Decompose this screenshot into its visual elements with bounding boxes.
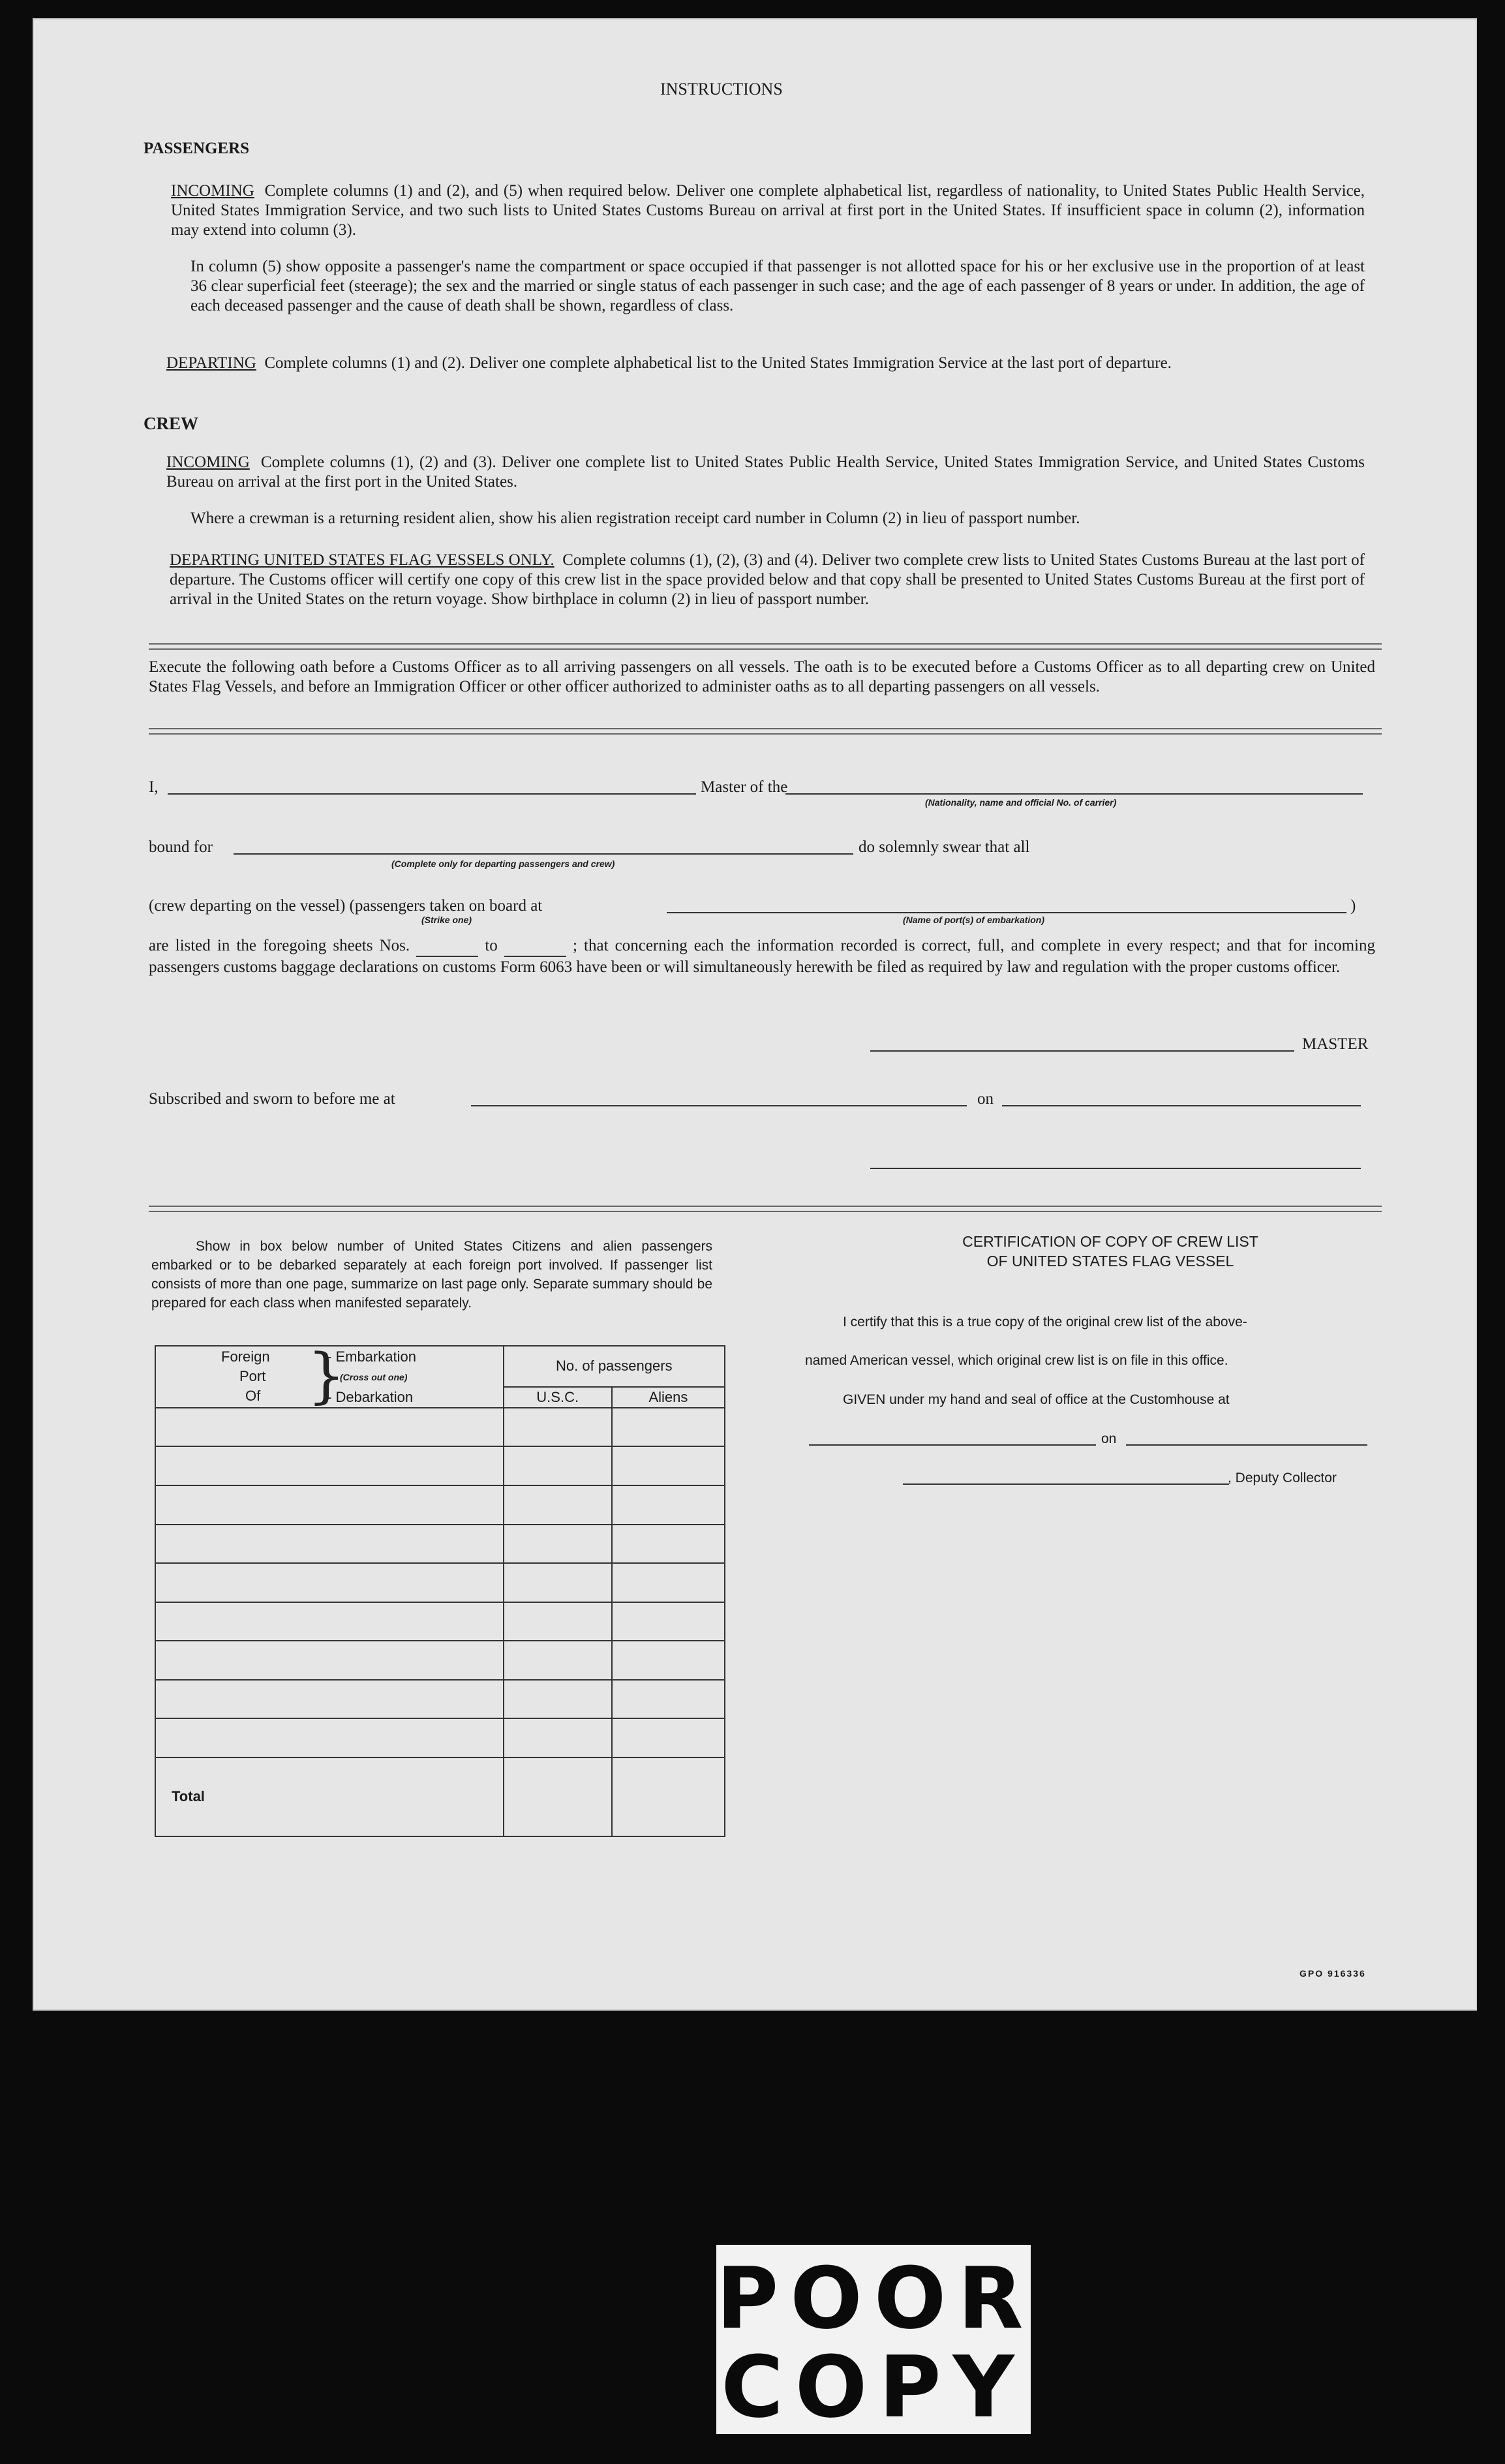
strike-caption: (Strike one) — [421, 915, 472, 925]
summary-instruction: Show in box below number of United States Citizens and alien passengers embarked or to be debarked separately at each foreign port involved. If passenger list consists of more than one page, summarize on last page only. Separate summary should be prepared for each class when manifested separately. — [151, 1239, 712, 1311]
divider-3 — [149, 1206, 1382, 1212]
usc-cell[interactable] — [504, 1408, 612, 1447]
subscribed-label: Subscribed and sworn to before me at — [149, 1090, 395, 1108]
usc-cell[interactable] — [504, 1641, 612, 1680]
passengers-heading: PASSENGERS — [144, 140, 250, 157]
port-header-cell — [155, 1341, 504, 1411]
given-line: GIVEN under my hand and seal of office at the Customhouse at — [843, 1392, 1230, 1407]
of-label: Of — [245, 1388, 261, 1405]
incoming-label: INCOMING — [171, 182, 254, 200]
total-label: Total — [155, 1757, 504, 1836]
gpo-number: GPO 916336 — [1300, 1968, 1366, 1979]
port-cell[interactable] — [155, 1446, 504, 1485]
aliens-header: Aliens — [612, 1387, 725, 1408]
aliens-cell[interactable] — [612, 1602, 725, 1641]
table-row — [155, 1641, 725, 1680]
crew-incoming-text: Complete columns (1), (2) and (3). Deliver one complete list to United States Public Health Service, United States Immigration Service, and United States Customs Bureau on arrival at the first port in the United States. — [166, 453, 1365, 491]
to-label: to — [485, 937, 498, 954]
aliens-cell[interactable] — [612, 1408, 725, 1447]
port-cell[interactable] — [155, 1563, 504, 1602]
sworn-date-field[interactable] — [1002, 1105, 1361, 1106]
oath-instruction: Execute the following oath before a Customs Officer as to all arriving passengers on all vessels. The oath is to be executed before a Customs Officer as to all departing crew on United States Flag Vessels, and before an Immigration Officer or other officer authorized to administer oaths as to all departing passengers on all vessels. — [149, 658, 1375, 695]
foreign-label: Foreign — [221, 1348, 270, 1365]
port-cell[interactable] — [155, 1408, 504, 1447]
aliens-cell[interactable] — [612, 1641, 725, 1680]
sheet-from-field[interactable] — [416, 935, 478, 957]
usc-cell[interactable] — [504, 1525, 612, 1564]
poor-copy-stamp — [716, 2245, 1035, 2437]
close-paren: ) — [1350, 897, 1356, 915]
cert-on-label: on — [1101, 1431, 1117, 1446]
listed-start: are listed in the foregoing sheets Nos. — [149, 937, 410, 954]
table-row — [155, 1485, 725, 1525]
master-label: MASTER — [1302, 1035, 1369, 1053]
usc-cell[interactable] — [504, 1680, 612, 1719]
bound-for-field[interactable] — [234, 853, 853, 855]
certification-title-1: CERTIFICATION OF COPY OF CREW LIST — [962, 1233, 1258, 1250]
ports-caption: (Name of port(s) of embarkation) — [903, 915, 1045, 925]
crew-incoming-paragraph — [166, 453, 1365, 492]
departing-flag-paragraph — [170, 551, 1365, 609]
poor-text: POOR — [716, 2249, 1035, 2348]
port-cell[interactable] — [155, 1718, 504, 1757]
debarkation-label: - Debarkation — [327, 1389, 414, 1406]
port-cell[interactable] — [155, 1485, 504, 1525]
certify-line-1: I certify that this is a true copy of the original crew list of the above- — [843, 1315, 1247, 1330]
bound-caption: (Complete only for departing passengers and crew) — [391, 859, 615, 869]
certification-title-2: OF UNITED STATES FLAG VESSEL — [986, 1253, 1234, 1270]
cross-out-caption: (Cross out one) — [340, 1372, 408, 1383]
departing-label: DEPARTING — [166, 354, 256, 372]
aliens-cell[interactable] — [612, 1485, 725, 1525]
aliens-cell[interactable] — [612, 1563, 725, 1602]
port-label: Port — [239, 1368, 266, 1385]
brace-icon: } — [307, 1341, 346, 1411]
aliens-cell[interactable] — [612, 1680, 725, 1719]
embarkation-label: - Embarkation — [327, 1348, 416, 1365]
deputy-signature-field[interactable] — [903, 1483, 1229, 1485]
usc-header: U.S.C. — [504, 1387, 612, 1408]
instructions-title: INSTRUCTIONS — [660, 80, 783, 99]
usc-cell[interactable] — [504, 1718, 612, 1757]
deputy-collector-label: , Deputy Collector — [1228, 1470, 1337, 1485]
usc-cell[interactable] — [504, 1485, 612, 1525]
table-row — [155, 1525, 725, 1564]
passengers-incoming-paragraph — [171, 181, 1365, 240]
oath-i-label: I, — [149, 778, 159, 796]
divider-1 — [149, 643, 1382, 650]
officer-signature-field[interactable] — [870, 1168, 1361, 1169]
sworn-on-label: on — [977, 1090, 994, 1108]
table-row — [155, 1408, 725, 1447]
table-row — [155, 1718, 725, 1757]
listed-rest: ; that concerning each the information recorded is correct, full, and complete in every respect; and that for incoming passengers customs baggage declarations on customs Form 6063 have been or will simultaneously herewith be filed as required by law and regulation with the proper customs officer. — [149, 937, 1376, 976]
certify-line-2: named American vessel, which original crew list is on file in this office. — [805, 1353, 1228, 1368]
carrier-field[interactable] — [785, 793, 1363, 795]
no-passengers-header: No. of passengers — [504, 1346, 725, 1387]
crew-passengers-label: (crew departing on the vessel) (passengers taken on board at — [149, 897, 543, 915]
divider-2 — [149, 728, 1382, 735]
copy-text: COPY — [721, 2337, 1026, 2437]
bound-for-label: bound for — [149, 838, 213, 856]
port-cell[interactable] — [155, 1525, 504, 1564]
usc-cell[interactable] — [504, 1602, 612, 1641]
table-row — [155, 1446, 725, 1485]
usc-cell[interactable] — [504, 1446, 612, 1485]
master-name-field[interactable] — [168, 793, 696, 795]
crewman-paragraph: Where a crewman is a returning resident alien, show his alien registration receipt card number in Column (2) in lieu of passport number. — [190, 510, 1080, 527]
departing-flag-label: DEPARTING UNITED STATES FLAG VESSELS ONLY. — [170, 551, 555, 569]
table-row — [155, 1563, 725, 1602]
sworn-place-field[interactable] — [471, 1105, 967, 1106]
swear-label: do solemnly swear that all — [859, 838, 1030, 856]
aliens-cell[interactable] — [612, 1718, 725, 1757]
table-row — [155, 1680, 725, 1719]
crew-heading: CREW — [144, 414, 199, 433]
form-sheet — [33, 18, 1477, 2011]
aliens-cell[interactable] — [612, 1525, 725, 1564]
customhouse-field[interactable] — [809, 1444, 1096, 1446]
port-cell[interactable] — [155, 1680, 504, 1719]
aliens-cell[interactable] — [612, 1446, 725, 1485]
incoming-text: Complete columns (1) and (2), and (5) when required below. Deliver one complete alphabetical list, regardless of nationality, to United States Public Health Service, United States Immigration Service, and two such lists to United States Customs Bureau on arrival at first port in the United States. If insufficient space in column (2), information may extend into column (3). — [171, 182, 1365, 239]
departing-text: Complete columns (1) and (2). Deliver one complete alphabetical list to the United States Immigration Service at the last port of departure. — [264, 354, 1172, 372]
passengers-departing-paragraph — [166, 354, 1365, 373]
sheet-to-field[interactable] — [504, 935, 566, 957]
total-row — [155, 1757, 725, 1836]
crew-incoming-label: INCOMING — [166, 453, 250, 471]
master-signature-field[interactable] — [870, 1050, 1294, 1052]
total-usc-cell[interactable] — [504, 1757, 612, 1836]
column5-paragraph: In column (5) show opposite a passenger's name the compartment or space occupied if that passenger is not allotted space for his or her exclusive use in the proportion of at least 36 clear superficial feet (steerage); the sex and the married or single status of each passenger in such case; and the age of each passenger of 8 years or under. In addition, the age of each deceased passenger and the cause of death shall be shown, regardless of class. — [190, 258, 1365, 314]
total-aliens-cell[interactable] — [612, 1757, 725, 1836]
cert-date-field[interactable] — [1126, 1444, 1367, 1446]
port-cell[interactable] — [155, 1602, 504, 1641]
master-of-the-label: Master of the — [701, 778, 788, 796]
listed-paragraph — [149, 935, 1375, 977]
table-row — [155, 1602, 725, 1641]
passenger-summary-table — [155, 1341, 725, 1837]
port-cell[interactable] — [155, 1641, 504, 1680]
carrier-caption: (Nationality, name and official No. of carrier) — [925, 797, 1117, 808]
embarkation-ports-field[interactable] — [667, 912, 1346, 913]
usc-cell[interactable] — [504, 1563, 612, 1602]
departing-flag-text: Complete columns (1), (2), (3) and (4). Deliver two complete crew lists to United States Customs Bureau at the last port of departure. The Customs officer will certify one copy of this crew list in the space provided below and that copy shall be presented to United States Customs Bureau at the first port of arrival in the United States on the return voyage. Show birthplace in column (2) in lieu of passport number. — [170, 551, 1365, 608]
